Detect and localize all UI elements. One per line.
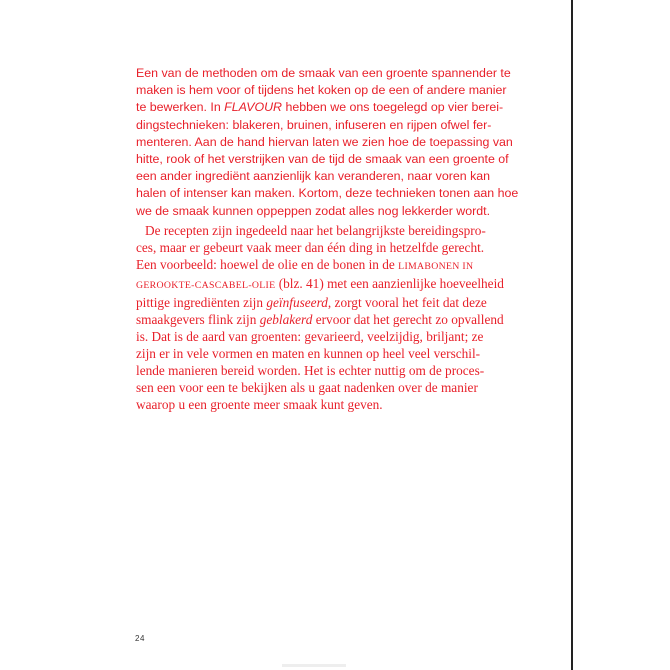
text-line — [136, 311, 520, 328]
text-line: waarop u een groente meer smaak kunt geven. — [136, 397, 383, 412]
text-line: een ander ingrediënt aanzienlijk kan veranderen, naar voren kan — [136, 169, 491, 184]
text-run: (blz. 41) met een aanzienlijke hoeveelheid — [275, 276, 504, 291]
text-line — [136, 275, 520, 294]
text-line: hitte, rook of het verstrijken van de tijd de smaak van een groente of — [136, 152, 509, 167]
book-title-emphasis: FLAVOUR — [224, 100, 283, 115]
text-run: hebben we ons toegelegd op vier berei- — [282, 100, 504, 115]
text-run: smaakgevers flink zijn — [136, 312, 260, 327]
text-line: sen een voor een te bekijken als u gaat nadenken over de manier — [136, 380, 478, 395]
text-run: , zorgt vooral het feit dat deze — [327, 295, 487, 310]
page-number: 24 — [135, 634, 145, 643]
text-line — [136, 256, 520, 275]
text-line — [136, 294, 520, 311]
text-line: we de smaak kunnen oppeppen zodat alles nog lekkerder wordt. — [136, 203, 491, 218]
technique-emphasis: geblakerd — [259, 312, 313, 327]
body-paragraph — [136, 222, 520, 413]
recipe-reference: LIMABONEN IN — [398, 261, 474, 272]
text-run: pittige ingrediënten zijn — [136, 295, 267, 310]
text-line: zijn er in vele vormen en maten en kunnen op heel veel verschil- — [136, 346, 481, 361]
page-edge-divider — [571, 0, 573, 670]
text-line: menteren. Aan de hand hiervan laten we zien hoe de toepassing van — [136, 134, 513, 149]
text-line: is. Dat is de aard van groenten: gevarieerd, veelzijdig, briljant; ze — [136, 329, 484, 344]
text-line: halen of intenser kan maken. Kortom, deze technieken tonen aan hoe — [136, 186, 519, 201]
text-line: maken is hem voor of tijdens het koken op de een of andere manier — [136, 83, 507, 98]
recipe-reference: GEROOKTE-CASCABEL-OLIE — [136, 280, 276, 291]
text-run: ervoor dat het gerecht zo opvallend — [312, 312, 504, 327]
text-run: te bewerken. In — [136, 100, 225, 115]
bottom-edge-mark — [282, 664, 346, 667]
text-run: Een voorbeeld: hoewel de olie en de bonen in de — [136, 257, 399, 272]
text-line: De recepten zijn ingedeeld naar het belangrijkste bereidingspro- — [145, 223, 486, 238]
intro-paragraph — [136, 65, 519, 220]
text-line: ces, maar er gebeurt vaak meer dan één ding in hetzelfde gerecht. — [136, 240, 485, 255]
text-line: dingstechnieken: blakeren, bruinen, infuseren en rijpen ofwel fer- — [136, 117, 492, 132]
technique-emphasis: geïnfuseerd — [266, 295, 328, 310]
text-line: Een van de methoden om de smaak van een groente spannender te — [136, 66, 511, 80]
text-line — [136, 99, 516, 116]
text-line: lende manieren bereid worden. Het is echter nuttig om de proces- — [136, 363, 485, 378]
